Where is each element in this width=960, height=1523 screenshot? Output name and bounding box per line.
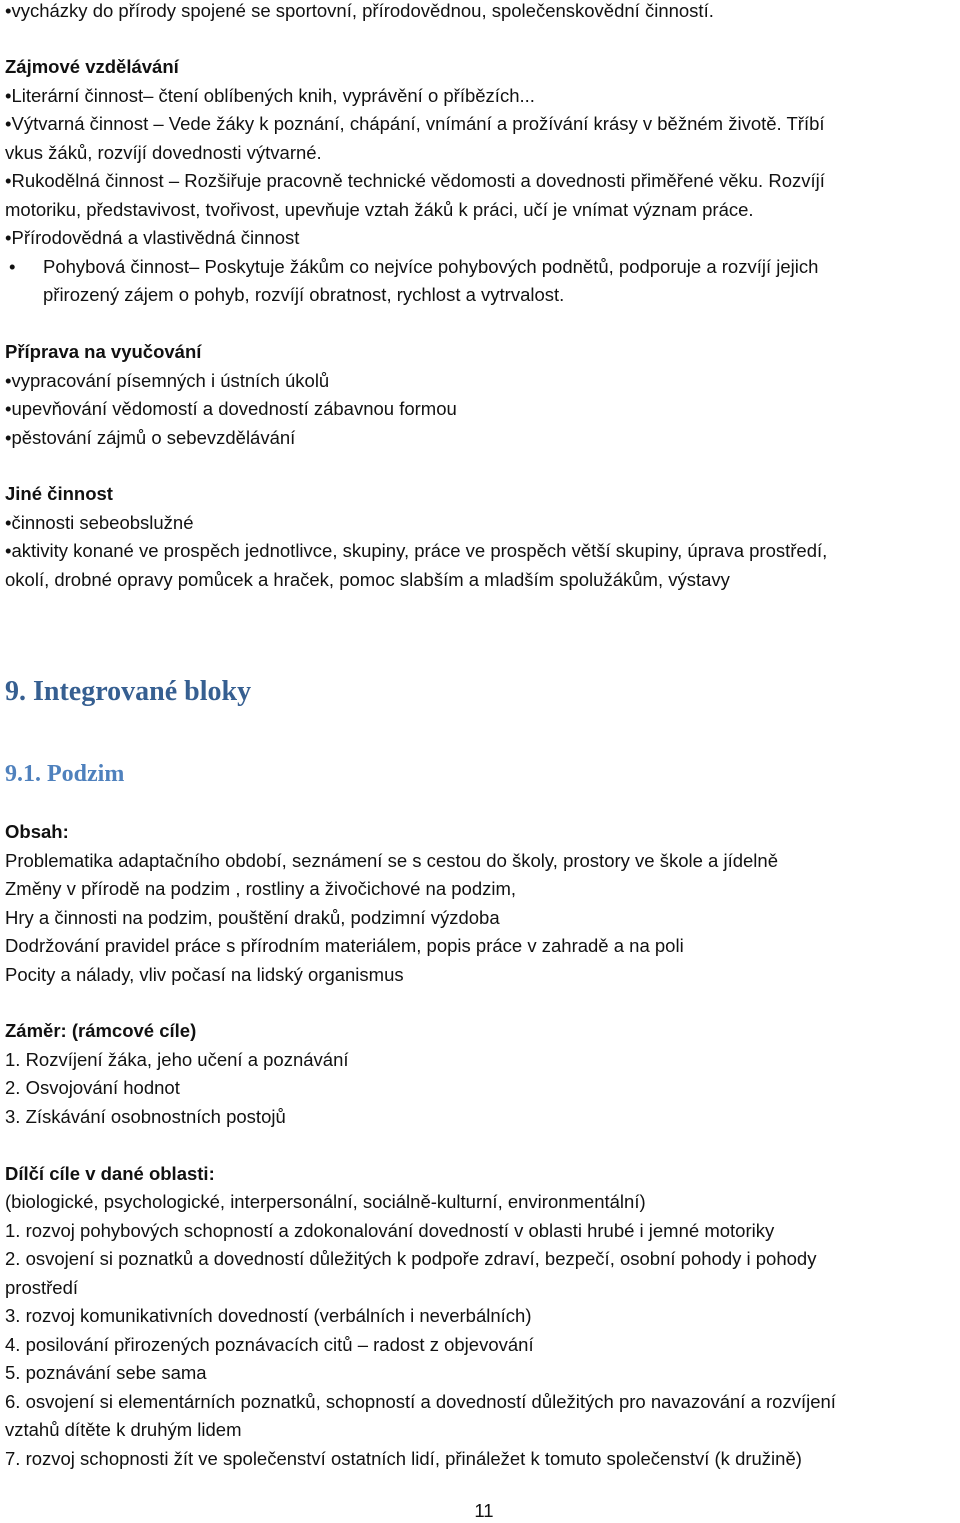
numbered-item: (biologické, psychologické, interpersonální, sociálně-kulturní, environmentální) xyxy=(5,1191,646,1212)
numbered-item: 4. posilování přirozených poznávacích citů – radost z objevování xyxy=(5,1334,534,1355)
numbered-item: 1. rozvoj pohybových schopností a zdokonalování dovedností v oblasti hrubé i jemné motoriky xyxy=(5,1220,775,1241)
chapter-title: 9. Integrované bloky xyxy=(5,676,252,707)
intro-line: •vycházky do přírody spojené se sportovní, přírodovědnou, společenskovědní činností. xyxy=(5,0,714,21)
numbered-item: 3. Získávání osobnostních postojů xyxy=(5,1106,286,1127)
numbered-item: 1. Rozvíjení žáka, jeho učení a poznávání xyxy=(5,1049,349,1070)
content-line: Hry a činnosti na podzim, pouštění draků, podzimní výzdoba xyxy=(5,907,500,928)
section-title: 9.1. Podzim xyxy=(5,761,125,787)
list-item: •pěstování zájmů o sebevzdělávání xyxy=(5,427,296,448)
list-item: okolí, drobné opravy pomůcek a hraček, pomoc slabším a mladším spolužákům, výstavy xyxy=(5,569,730,590)
paragraph-line: motoriku, představivost, tvořivost, upevňuje vztah žáků k práci, učí je vnímat význam práce. xyxy=(5,199,754,220)
bullet-symbol: • xyxy=(9,256,16,277)
content-line: Změny v přírodě na podzim , rostliny a živočichové na podzim, xyxy=(5,878,517,899)
content-line: Problematika adaptačního období, seznámení se s cestou do školy, prostory ve škole a jídelně xyxy=(5,850,778,871)
numbered-item: vztahů dítěte k druhým lidem xyxy=(5,1419,242,1440)
numbered-item: prostředí xyxy=(5,1277,79,1298)
list-item: •vypracování písemných i ústních úkolů xyxy=(5,370,330,391)
numbered-item: 7. rozvoj schopnosti žít ve společenství ostatních lidí, přináležet k tomuto společenství (k družině) xyxy=(5,1448,802,1469)
paragraph-line: •Přírodovědná a vlastivědná činnost xyxy=(5,227,300,248)
numbered-item: 2. Osvojování hodnot xyxy=(5,1077,180,1098)
paragraph-line: vkus žáků, rozvíjí dovednosti výtvarné. xyxy=(5,142,322,163)
section-heading-priprava: Příprava na vyučování xyxy=(5,341,202,362)
bullet-item-line: Pohybová činnost– Poskytuje žákům co nejvíce pohybových podnětů, podporuje a rozvíjí jejich xyxy=(43,256,819,277)
numbered-item: 6. osvojení si elementárních poznatků, schopností a dovedností důležitých pro navazování a rozvíjení xyxy=(5,1391,836,1412)
section-heading-jine: Jiné činnost xyxy=(5,483,113,504)
numbered-item: 2. osvojení si poznatků a dovedností důležitých k podpoře zdraví, bezpečí, osobní pohody i pohody xyxy=(5,1248,817,1269)
list-item: •aktivity konané ve prospěch jednotlivce, skupiny, práce ve prospěch větší skupiny, úprava prostředí, xyxy=(5,540,828,561)
paragraph-line: •Výtvarná činnost – Vede žáky k poznání, chápání, vnímání a prožívání krásy v běžném životě. Tříbí xyxy=(5,113,825,134)
section-heading-zajmove: Zájmové vzdělávání xyxy=(5,56,179,77)
list-item: •upevňování vědomostí a dovedností zábavnou formou xyxy=(5,398,457,419)
section-heading-obsah: Obsah: xyxy=(5,821,69,842)
bullet-item-line: přirozený zájem o pohyb, rozvíjí obratnost, rychlost a vytrvalost. xyxy=(43,284,565,305)
list-item: •činnosti sebeobslužné xyxy=(5,512,194,533)
section-heading-dilci: Dílčí cíle v dané oblasti: xyxy=(5,1163,215,1184)
numbered-item: 5. poznávání sebe sama xyxy=(5,1362,207,1383)
page-number: 11 xyxy=(474,1500,494,1521)
content-line: Pocity a nálady, vliv počasí na lidský organismus xyxy=(5,964,404,985)
numbered-item: 3. rozvoj komunikativních dovedností (verbálních i neverbálních) xyxy=(5,1305,532,1326)
paragraph-line: •Literární činnost– čtení oblíbených knih, vyprávění o příbězích... xyxy=(5,85,535,106)
paragraph-line: •Rukodělná činnost – Rozšiřuje pracovně technické vědomosti a dovednosti přiměřené věku. Rozvíjí xyxy=(5,170,825,191)
content-line: Dodržování pravidel práce s přírodním materiálem, popis práce v zahradě a na poli xyxy=(5,935,684,956)
section-heading-zamer: Záměr: (rámcové cíle) xyxy=(5,1020,197,1041)
